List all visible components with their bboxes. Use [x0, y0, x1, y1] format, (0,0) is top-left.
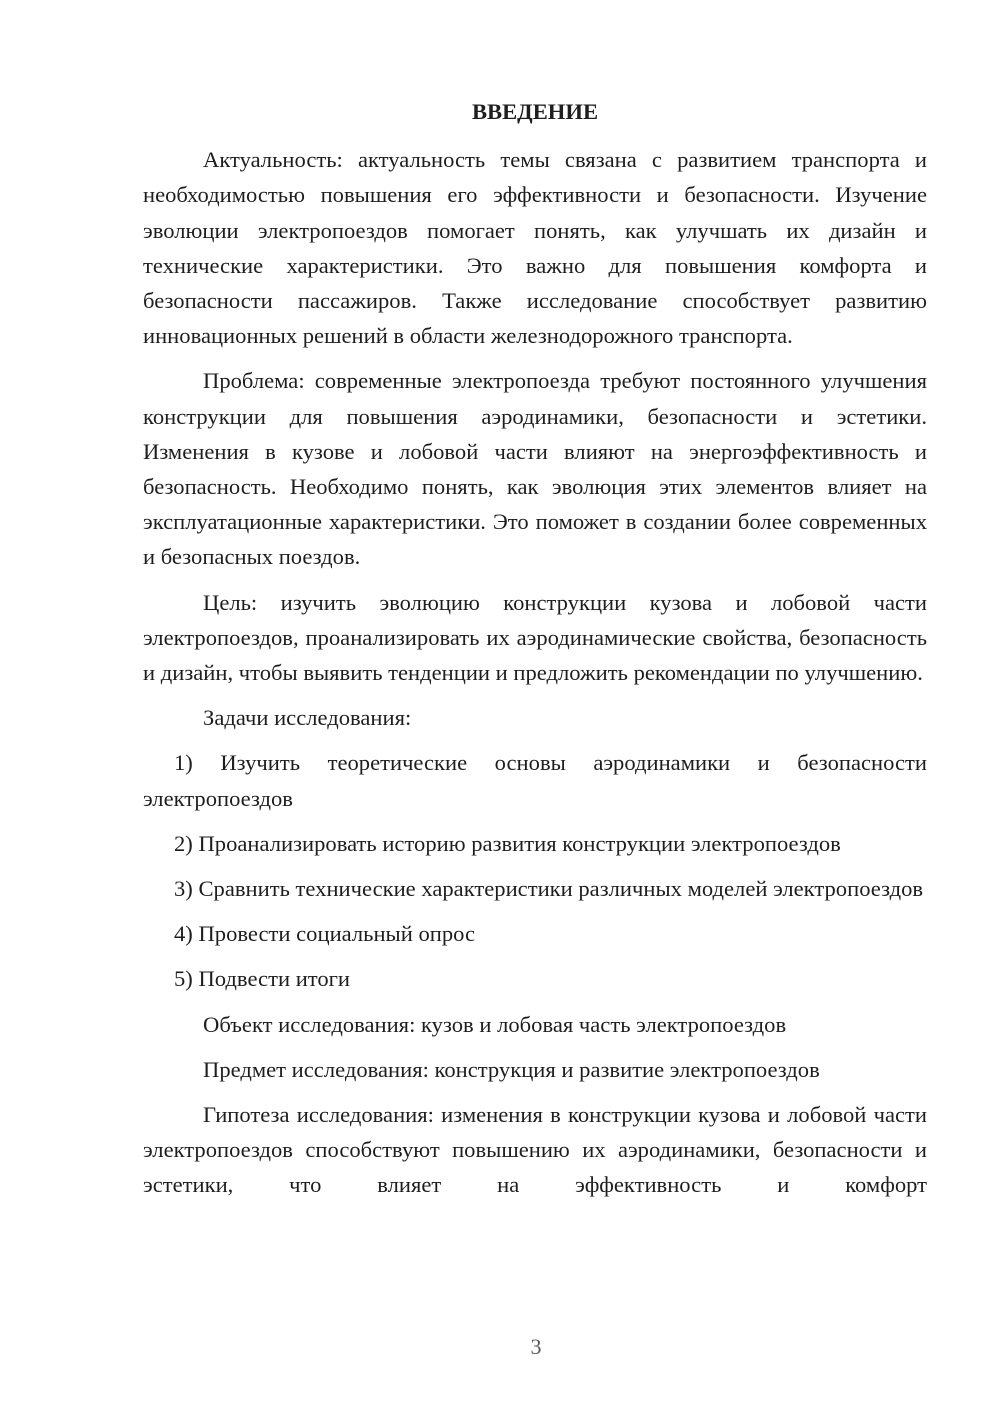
document-page: [143, 94, 927, 1213]
page-number: 3: [530, 1334, 542, 1359]
paragraph-subject: Предмет исследования: конструкция и развитие электропоездов: [203, 1056, 820, 1082]
task-item-4: 4) Провести социальный опрос: [174, 921, 476, 947]
paragraph-object: Объект исследования: кузов и лобовая часть электропоездов: [203, 1011, 787, 1037]
paragraph-hypothesis: Гипотеза исследования: изменения в конструкции кузова и лобовой части электропоездов способствуют повышению их аэродинамики, безопасности и эстетики, что влияет на эффективность и комфорт: [143, 1102, 927, 1198]
task-item-1: 1) Изучить теоретические основы аэродинамики и безопасности электропоездов: [143, 750, 927, 811]
tasks-heading: Задачи исследования:: [203, 705, 412, 731]
task-item-3: 3) Сравнить технические характеристики различных моделей электропоездов: [174, 876, 924, 902]
task-item-2: 2) Проанализировать историю развития конструкции электропоездов: [174, 830, 841, 856]
paragraph-relevance: Актуальность: актуальность темы связана с развитием транспорта и необходимостью повышения его эффективности и безопасности. Изучение эволюции электропоездов помогает понять, как улучшать их дизайн и технические характеристики. Это важно для повышения комфорта и безопасности пассажиров. Также исследование способствует развитию инновационных решений в области железнодорожного транспорта.: [143, 147, 927, 349]
task-item-5: 5) Подвести итоги: [174, 966, 351, 992]
paragraph-problem: Проблема: современные электропоезда требуют постоянного улучшения конструкции для повышения аэродинамики, безопасности и эстетики. Изменения в кузове и лобовой части влияют на энергоэффективность и безопасность. Необходимо понять, как эволюция этих элементов влияет на эксплуатационные характеристики. Это поможет в создании более современных и безопасных поездов.: [143, 368, 927, 570]
page-title: ВВЕДЕНИЕ: [471, 99, 599, 124]
paragraph-goal: Цель: изучить эволюцию конструкции кузова и лобовой части электропоездов, проанализировать их аэродинамические свойства, безопасность и дизайн, чтобы выявить тенденции и предложить рекомендации по улучшению.: [143, 589, 927, 686]
